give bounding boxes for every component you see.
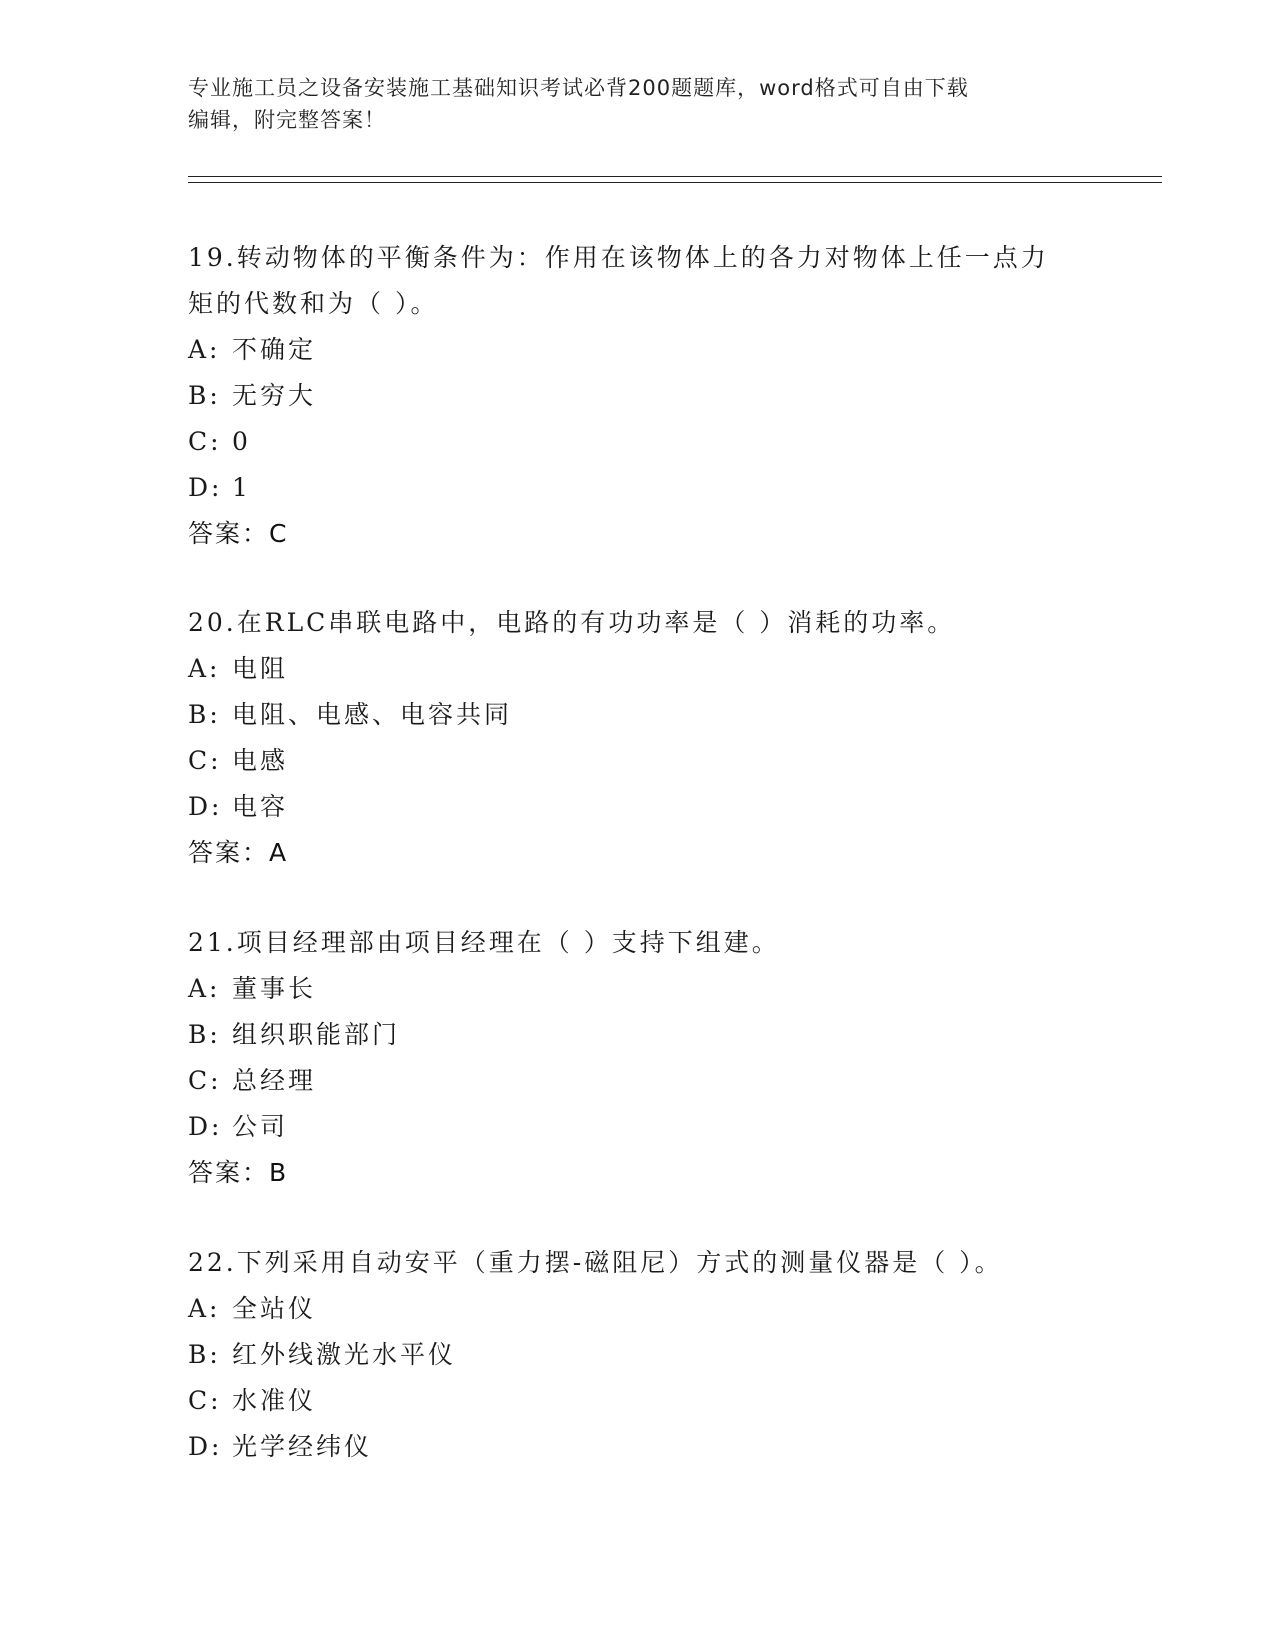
option-key: D: — [188, 792, 223, 821]
option-b — [188, 373, 1088, 419]
option-d — [188, 784, 1088, 830]
question-20 — [188, 600, 1088, 876]
option-text: 水准仪 — [232, 1386, 317, 1415]
header-divider-bottom — [188, 182, 1162, 183]
option-d — [188, 1104, 1088, 1150]
option-text: 光学经纬仪 — [232, 1432, 373, 1461]
question-21 — [188, 920, 1088, 1196]
option-a — [188, 646, 1088, 692]
option-text: 无穷大 — [232, 381, 317, 410]
option-a — [188, 1286, 1088, 1332]
header-title-line-1: 专业施工员之设备安装施工基础知识考试必背200题题库，word格式可自由下载 — [188, 76, 969, 100]
option-key: B: — [188, 1340, 221, 1369]
document-header — [188, 72, 1088, 136]
option-c — [188, 1058, 1088, 1104]
option-key: C: — [188, 1386, 222, 1415]
option-key: A: — [188, 974, 221, 1003]
option-text: 电阻、电感、电容共同 — [232, 700, 513, 729]
option-b — [188, 1332, 1088, 1378]
option-d — [188, 1424, 1088, 1470]
option-a — [188, 966, 1088, 1012]
option-key: C: — [188, 427, 222, 456]
option-text: 0 — [232, 427, 251, 456]
option-key: A: — [188, 335, 221, 364]
option-text: 电阻 — [232, 654, 289, 683]
option-text: 组织职能部门 — [232, 1020, 401, 1049]
option-key: B: — [188, 381, 221, 410]
option-c — [188, 738, 1088, 784]
question-stem-line-1: 20.在RLC串联电路中，电路的有功功率是（ ）消耗的功率。 — [188, 608, 956, 637]
option-text: 董事长 — [232, 974, 317, 1003]
option-key: A: — [188, 654, 221, 683]
option-c — [188, 1378, 1088, 1424]
option-key: D: — [188, 1432, 223, 1461]
option-a — [188, 327, 1088, 373]
option-b — [188, 1012, 1088, 1058]
header-divider-top — [188, 176, 1162, 177]
option-key: C: — [188, 1066, 222, 1095]
option-key: B: — [188, 700, 221, 729]
option-text: 公司 — [232, 1112, 289, 1141]
option-text: 电容 — [232, 792, 289, 821]
question-stem-line-1: 22.下列采用自动安平（重力摆-磁阻尼）方式的测量仪器是（ ）。 — [188, 1248, 1003, 1277]
option-key: A: — [188, 1294, 221, 1323]
option-key: B: — [188, 1020, 221, 1049]
option-key: C: — [188, 746, 222, 775]
option-text: 1 — [232, 473, 251, 502]
question-19 — [188, 235, 1088, 557]
header-title-line-2: 编辑，附完整答案！ — [188, 108, 386, 132]
option-text: 全站仪 — [232, 1294, 317, 1323]
answer-label: 答案：C — [188, 519, 289, 548]
option-text: 不确定 — [232, 335, 317, 364]
answer-label: 答案：B — [188, 1158, 289, 1187]
answer-label: 答案：A — [188, 838, 289, 867]
option-d — [188, 465, 1088, 511]
question-stem-line-1: 19.转动物体的平衡条件为：作用在该物体上的各力对物体上任一点力 — [188, 243, 1049, 272]
option-text: 电感 — [232, 746, 289, 775]
option-c — [188, 419, 1088, 465]
option-key: D: — [188, 473, 223, 502]
option-text: 红外线激光水平仪 — [232, 1340, 457, 1369]
question-stem-line-2: 矩的代数和为（ ）。 — [188, 289, 439, 318]
option-b — [188, 692, 1088, 738]
question-stem-line-1: 21.项目经理部由项目经理在（ ）支持下组建。 — [188, 928, 780, 957]
option-text: 总经理 — [232, 1066, 317, 1095]
option-key: D: — [188, 1112, 223, 1141]
question-22 — [188, 1240, 1088, 1470]
